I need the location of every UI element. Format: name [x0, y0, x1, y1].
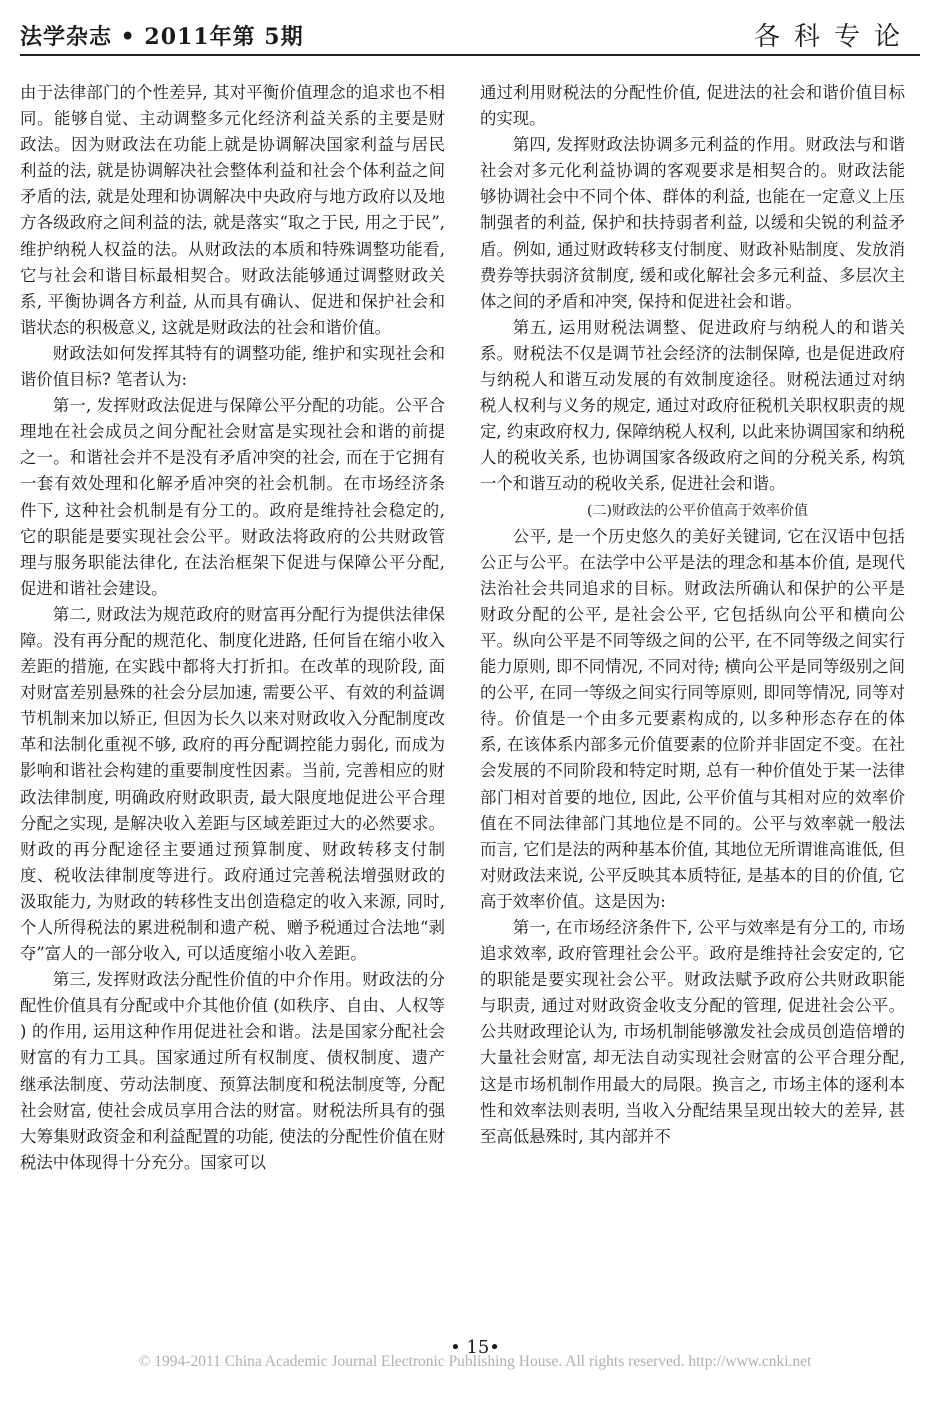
section-title: 各科专论	[753, 22, 914, 52]
copyright-watermark: © 1994-2011 China Academic Journal Electronic Publishing House. All rights reserved. http://www.cnki.net	[138, 1353, 812, 1370]
paragraph: 由于法律部门的个性差异, 其对平衡价值理念的追求也不相同。能够自觉、主动调整多元化经济利益关系的主要是财政法。因为财政法在功能上就是协调解决国家利益与居民利益的法, 就是协调解决社会整体利益和社会个体利益之间矛盾的法, 就是处理和协调解决中央政府与地方政府以及地方各级政府之间利益的法, 就是落实“取之于民, 用之于民”, 维护纳税人权益的法。从财政法的本质和特殊调整功能看, 它与社会和谐目标最相契合。财政法能够通过调整财政关系, 平衡协调各方利益, 从而具有确认、促进和保护社会和谐状态的积极意义, 这就是财政法的社会和谐价值。	[20, 83, 445, 337]
right-column	[480, 80, 905, 1150]
paragraph: 第五, 运用财税法调整、促进政府与纳税人的和谐关系。财税法不仅是调节社会经济的法制保障, 也是促进政府与纳税人和谐互动发展的有效制度途径。财税法通过对纳税人权利与义务的规定, 通过对政府征税机关职权职责的规定, 约束政府权力, 保障纳税人权利, 以此来协调国家和纳税人的税收关系, 也协调国家各级政府之间的分税关系, 构筑一个和谐互动的税收关系, 促进社会和谐。	[480, 317, 905, 494]
section-subheading: (二)财政法的公平价值高于效率价值	[587, 502, 808, 519]
page-header	[20, 14, 920, 56]
page-number: • 15•	[450, 1337, 500, 1358]
paragraph: 第三, 发挥财政法分配性价值的中介作用。财政法的分配性价值具有分配或中介其他价值 (如秩序、自由、人权等 ) 的作用, 运用这种作用促进社会和谐。法是国家分配社会财富的有力工具。国家通过所有权制度、债权制度、遗产继承法制度、劳动法制度、预算法制度和税法制度等, 分配社会财富, 使社会成员享用合法的财富。财税法所具有的强大筹集财政资金和利益配置的功能, 使法的分配性价值在财税法中体现得十分充分。国家可以	[20, 970, 445, 1172]
paragraph: 公平, 是一个历史悠久的美好关键词, 它在汉语中包括公正与公平。在法学中公平是法的理念和基本价值, 是现代法治社会共同追求的目标。财政法所确认和保护的公平是财政分配的公平, 是社会公平, 它包括纵向公平和横向公平。纵向公平是不同等级之间的公平, 在不同等级之间实行能力原则, 即不同情况, 不同对待; 横向公平是同等级别之间的公平, 在同一等级之间实行同等原则, 即同等情况, 同等对待。价值是一个由多元要素构成的, 以多种形态存在的体系, 在该体系内部多元价值要素的位阶并非固定不变。在社会发展的不同阶段和特定时期, 总有一种价值处于某一法律部门相对首要的地位, 因此, 公平价值与其相对应的效率价值在不同法律部门其地位是不同的。公平与效率就一般法而言, 它们是法的两种基本价值, 其地位无所谓谁高谁低, 但对财政法来说, 公平反映其本质特征, 是基本的目的价值, 它高于效率价值。这是因为:	[480, 526, 905, 911]
paragraph: 第四, 发挥财政法协调多元利益的作用。财政法与和谐社会对多元化利益协调的客观要求是相契合的。财政法能够协调社会中不同个体、群体的利益, 也能在一定意义上压制强者的利益, 保护和扶持弱者利益, 以缓和尖锐的利益矛盾。例如, 通过财政转移支付制度、财政补贴制度、发放消费券等扶弱济贫制度, 缓和或化解社会多元利益、多层次主体之间的矛盾和冲突, 保持和促进社会和谐。	[480, 135, 905, 311]
journal-title: 法学杂志 • 2011年第 5期	[20, 24, 304, 50]
left-column	[20, 80, 445, 1176]
paragraph: 第一, 发挥财政法促进与保障公平分配的功能。公平合理地在社会成员之间分配社会财富是实现社会和谐的前提之一。和谐社会并不是没有矛盾冲突的社会, 而在于它拥有一套有效处理和化解矛盾冲突的社会机制。在市场经济条件下, 这种社会机制是有分工的。政府是维持社会稳定的, 它的职能是要实现社会公平。财政法将政府的公共财政管理与服务职能法律化, 在法治框架下促进与保障公平分配, 促进和谐社会建设。	[20, 396, 445, 598]
paragraph: 通过利用财税法的分配性价值, 促进法的社会和谐价值目标的实现。	[480, 83, 905, 129]
paragraph: 第二, 财政法为规范政府的财富再分配行为提供法律保障。没有再分配的规范化、制度化进路, 任何旨在缩小收入差距的措施, 在实践中都将大打折扣。在改革的现阶段, 面对财富差别悬殊的社会分层加速, 需要公平、有效的利益调节机制来加以矫正, 但因为长久以来对财政收入分配制度改革和法制化重视不够, 政府的再分配调控能力弱化, 而成为影响和谐社会构建的重要制度性因素。当前, 完善相应的财政法律制度, 明确政府财政职责, 最大限度地促进公平合理分配之实现, 是解决收入差距与区域差距过大的必然要求。财政的再分配途径主要通过预算制度、财政转移支付制度、税收法律制度等进行。政府通过完善税法增强财政的汲取能力, 为财政的转移性支出创造稳定的收入来源, 同时, 个人所得税法的累进税制和遗产税、赠予税通过合法地“剥夺”富人的一部分收入, 可以适度缩小收入差距。	[20, 604, 445, 964]
paragraph: 第一, 在市场经济条件下, 公平与效率是有分工的, 市场追求效率, 政府管理社会公平。政府是维持社会安定的, 它的职能是要实现社会公平。财政法赋予政府公共财政职能与职责, 通过对财政资金收支分配的管理, 促进社会公平。公共财政理论认为, 市场机制能够激发社会成员创造倍增的大量社会财富, 却无法自动实现社会财富的公平合理分配, 这是市场机制作用最大的局限。换言之, 市场主体的逐利本性和效率法则表明, 当收入分配结果呈现出较大的差异, 甚至高低悬殊时, 其内部并不	[480, 918, 905, 1146]
paragraph: 财政法如何发挥其特有的调整功能, 维护和实现社会和谐价值目标? 笔者认为:	[20, 343, 445, 390]
